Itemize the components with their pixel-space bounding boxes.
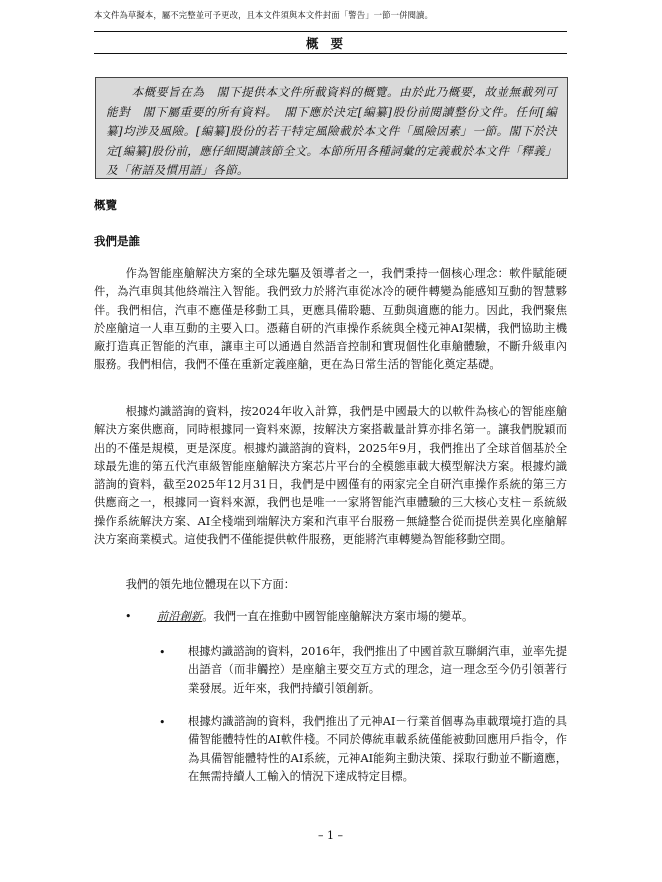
draft-notice: 本文件為草擬本，屬不完整並可予更改，且本文件須與本文件封面「警告」一節一併閱讀。 — [94, 10, 433, 20]
who-we-are-heading: 我們是誰 — [94, 234, 140, 248]
sub-bullet-yuanshen-ai: 根據灼識諮詢的資料，我們推出了元神AI－行業首個專為車載環境打造的具備智能體特性的AI軟件棧。不同於傳統車載系統僅能被動回應用戶指令，作為具備智能體特性的AI系統，元神AI能夠主動決策、採取行動並不斷適應，在無需持續人工輸入的情況下達成特定目標。 — [188, 715, 567, 783]
sub-bullet-glyph: • — [159, 716, 166, 729]
bullet-lead: 前沿創新 — [157, 610, 203, 623]
bullet-text: 。我們一直在推動中國智能座艙解決方案市場的變革。 — [202, 610, 474, 623]
sub-bullet-first-internet-car: 根據灼識諮詢的資料，2016年，我們推出了中國首款互聯網汽車，並率先提出語音（而非觸控）是座艙主要交互方式的理念，這一理念至今仍引領著行業發展。近年來，我們持續引領創新。 — [188, 645, 567, 695]
bullet-frontier-innovation — [157, 608, 567, 626]
bullet-glyph: • — [125, 610, 132, 623]
page-number: – 1 – — [318, 829, 343, 842]
summary-text: 本概要旨在為 閣下提供本文件所載資料的概覽。由於此乃概要，故並無載列可能對 閣下屬重要的所有資料。 閣下應於決定[編纂]股份前閱讀整份文件。任何[編纂]均涉及風險。[編纂]股份的若干特定風險載於本文件「風險因素」一節。閣下於決定[編纂]股份前，應仔細閱讀該節全文。本節所用各種詞彙的定義載於本文件「釋義」及「術語及慣用語」各節。 — [106, 85, 557, 178]
paragraph-market-position: 根據灼識諮詢的資料，按2024年收入計算，我們是中國最大的以軟件為核心的智能座艙解決方案供應商，同時根據同一資料來源，按解決方案搭載量計算亦排名第一。讓我們脫穎而出的不僅是規模，更是深度。根據灼識諮詢的資料，2025年9月，我們推出了全球首個基於全球最先進的第五代汽車級智能座艙解決方案芯片平台的全模態車載大模型解決方案。根據灼識諮詢的資料，截至2025年12月31日，我們是中國僅有的兩家完全自研汽車操作系統的第三方供應商之一，根據同一資料來源，我們也是唯一一家將智能汽車體驗的三大核心支柱－系統級操作系統解決方案、AI全棧端到端解決方案和汽車平台服務－無縫整合從而提供差異化座艙解決方案商業模式。這使我們不僅能提供軟件服務，更能將汽車轉變為智能移動空間。 — [94, 405, 568, 547]
overview-heading: 概覽 — [94, 198, 117, 212]
summary-box — [95, 77, 568, 179]
section-title: 概要 — [305, 36, 355, 51]
top-rule — [94, 31, 567, 32]
paragraph-leadership-intro: 我們的領先地位體現在以下方面： — [125, 578, 296, 591]
title-rule — [94, 53, 567, 54]
paragraph-core-idea: 作為智能座艙解決方案的全球先驅及領導者之一，我們秉持一個核心理念：軟件賦能硬件，為汽車與其他終端注入智能。我們致力於將汽車從冰冷的硬件轉變為能感知互動的智慧夥伴。我們相信，汽車不應僅是移動工具，更應具備聆聽、互動與適應的能力。因此，我們聚焦於座艙這一人車互動的主要入口。憑藉自研的汽車操作系統與全棧元神AI架構，我們協助主機廠打造真正智能的汽車，讓車主可以通過自然語音控制和實現個性化車艙體驗，不斷升級車內服務。我們相信，我們不僅在重新定義座艙，更在為日常生活的智能化奠定基礎。 — [94, 267, 567, 372]
sub-bullet-glyph: • — [159, 646, 166, 659]
